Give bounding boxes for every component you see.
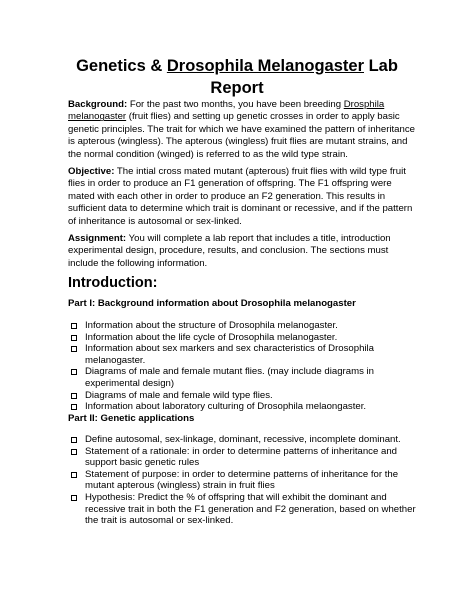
- list-item: [68, 492, 420, 527]
- checkbox-bullet-icon: [71, 323, 77, 329]
- assignment-text: You will complete a lab report that includes a title, introduction experimental design, procedure, results, and conclusion. The sections must include the following information.: [68, 233, 391, 269]
- objective-text: The intial cross mated mutant (apterous) fruit flies with wild type fruit flies in order to produce an F1 generation of offspring. The F1 offspring were mated with each other in order to produce an F2 generation. This results in sufficient data to determine which trait is dominant or recessive, and if the pattern of inheritance is autosomal or sex-linked.: [68, 166, 413, 227]
- list-item: [68, 366, 420, 389]
- checkbox-bullet-icon: [71, 495, 77, 501]
- title-suffix: Lab: [364, 57, 398, 75]
- list-item: [68, 320, 420, 332]
- list-item-text: Statement of a rationale: in order to determine patterns of inheritance and support basic genetic rules: [85, 445, 397, 469]
- checkbox-bullet-icon: [71, 393, 77, 399]
- checkbox-bullet-icon: [71, 472, 77, 478]
- list-item: [68, 343, 420, 366]
- checkbox-bullet-icon: [71, 346, 77, 352]
- part1-list: [68, 320, 420, 413]
- list-item: [68, 434, 420, 446]
- checkbox-bullet-icon: [71, 437, 77, 443]
- assignment-paragraph: [68, 233, 418, 270]
- list-item: [68, 469, 420, 492]
- background-label: Background:: [68, 99, 128, 110]
- list-item-text: Information about sex markers and sex characteristics of Drosophila melanogaster.: [85, 343, 375, 366]
- list-item-text: Diagrams of male and female wild type flies.: [85, 389, 273, 401]
- list-item: [68, 446, 420, 469]
- list-item-text: Information about the structure of Drosophila melanogaster.: [85, 320, 338, 331]
- list-item-text: Statement of purpose: in order to determine patterns of inheritance for the mutant apterous (wingless) strain in fruit flies: [85, 468, 399, 492]
- assignment-label: Assignment:: [68, 233, 127, 244]
- background-text-1: For the past two months, you have been breeding: [127, 99, 344, 110]
- checkbox-bullet-icon: [71, 449, 77, 455]
- list-item: [68, 332, 420, 344]
- objective-paragraph: [68, 166, 418, 228]
- background-paragraph: [68, 99, 418, 161]
- list-item-text: Define autosomal, sex-linkage, dominant, recessive, incomplete dominant.: [85, 434, 401, 445]
- objective-label: Objective:: [68, 166, 115, 177]
- background-species: Drosphila melanogaster: [68, 99, 385, 123]
- list-item-text: Information about the life cycle of Drosophila melanogaster.: [85, 331, 338, 343]
- part2-list: [68, 434, 420, 527]
- document-title: [40, 55, 434, 99]
- title-prefix: Genetics &: [76, 57, 167, 75]
- title-species: Drosophila Melanogaster: [166, 57, 364, 75]
- introduction-heading: Introduction:: [68, 275, 158, 291]
- checkbox-bullet-icon: [71, 404, 77, 410]
- title-line2: Report: [210, 79, 264, 97]
- list-item: [68, 401, 420, 413]
- checkbox-bullet-icon: [71, 369, 77, 375]
- part1-heading: Part I: Background information about Drosophila melanogaster: [68, 298, 356, 309]
- part2-heading: Part II: Genetic applications: [68, 413, 195, 424]
- checkbox-bullet-icon: [71, 335, 77, 341]
- list-item-text: Diagrams of male and female mutant flies. (may include diagrams in experimental design): [85, 366, 375, 389]
- background-text-2: (fruit flies) and setting up genetic crosses in order to apply basic genetic principles. The trait for which we have examined the pattern of inheritance is apterous (wingless). The apterous (wingless) fruit flies are mutant strains, and the normal condition (winged) is referred to as the wild type strain.: [68, 111, 415, 160]
- list-item-text: Information about laboratory culturing of Drosophila melaongaster.: [85, 401, 367, 413]
- list-item-text: Hypothesis: Predict the % of offspring that will exhibit the dominant and recessive trait in both the F1 generation and F2 generation, based on whether the trait is autosomal or sex-linked.: [85, 491, 416, 527]
- list-item: [68, 390, 420, 402]
